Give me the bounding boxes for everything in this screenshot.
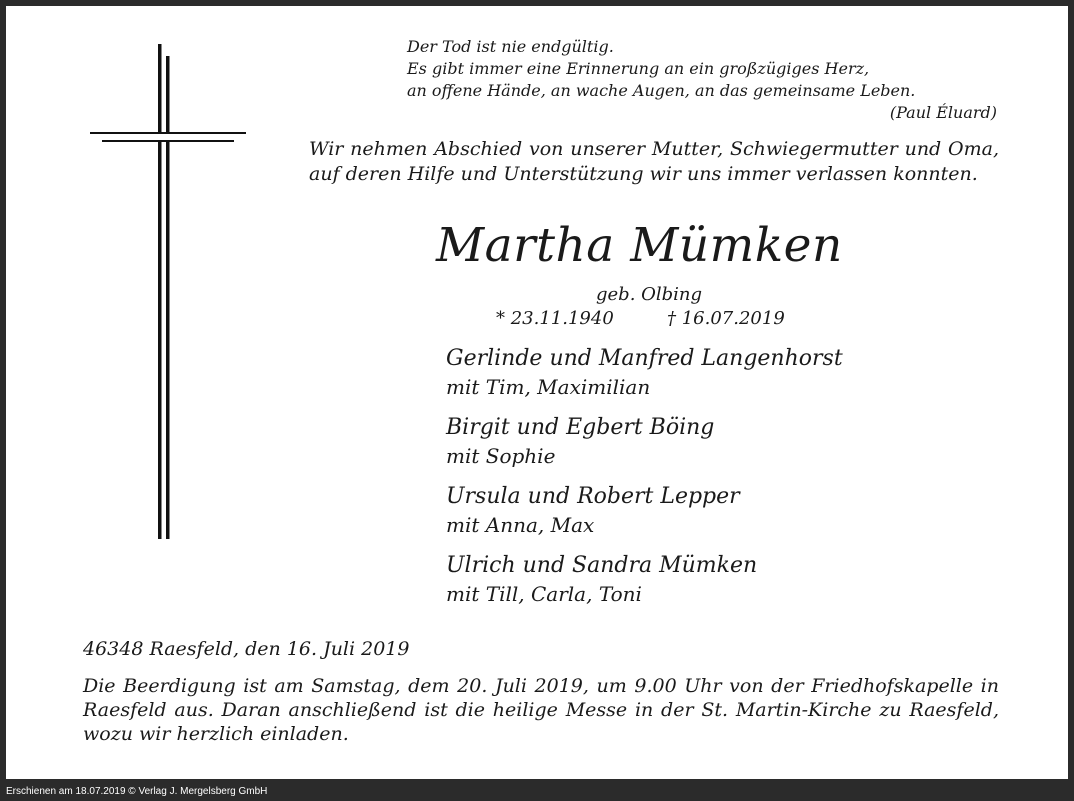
mourners-list — [446, 344, 843, 620]
death-date: † 16.07.2019 — [667, 308, 785, 329]
poem-author: (Paul Éluard) — [889, 103, 997, 122]
family-entry — [446, 344, 843, 401]
family-children: mit Sophie — [446, 444, 556, 468]
family-children: mit Till, Carla, Toni — [446, 582, 642, 606]
poem-line: an offene Hände, an wache Augen, an das gemeinsame Leben. — [407, 81, 916, 100]
family-children: mit Tim, Maximilian — [446, 375, 651, 399]
funeral-notice: Die Beerdigung ist am Samstag, dem 20. Juli 2019, um 9.00 Uhr von der Friedhofskapelle in Raesfeld aus. Daran anschließend ist die heilige Messe in der St. Martin-Kirche zu Raesfeld, wozu wir herzlich einladen. — [83, 675, 999, 745]
poem — [407, 36, 997, 124]
family-names: Gerlinde und Manfred Langenhorst — [446, 346, 843, 371]
family-names: Ulrich und Sandra Mümken — [446, 553, 758, 578]
obituary-card — [6, 6, 1068, 779]
birth-date: * 23.11.1940 — [496, 308, 614, 329]
family-children: mit Anna, Max — [446, 513, 595, 537]
place-date: 46348 Raesfeld, den 16. Juli 2019 — [83, 638, 410, 660]
poem-line: Es gibt immer eine Erinnerung an ein großzügiges Herz, — [407, 59, 870, 78]
cross-icon — [90, 44, 250, 544]
deceased-name: Martha Mümken — [436, 218, 843, 273]
family-entry — [446, 413, 843, 470]
publication-footer: Erschienen am 18.07.2019 © Verlag J. Mergelsberg GmbH — [6, 786, 268, 797]
intro-text: Wir nehmen Abschied von unserer Mutter, Schwiegermutter und Oma, auf deren Hilfe und Unterstützung wir uns immer verlassen konnten. — [309, 138, 999, 185]
family-entry — [446, 551, 843, 608]
family-names: Ursula und Robert Lepper — [446, 484, 740, 509]
family-entry — [446, 482, 843, 539]
poem-line: Der Tod ist nie endgültig. — [407, 37, 614, 56]
family-names: Birgit und Egbert Böing — [446, 415, 715, 440]
maiden-name: geb. Olbing — [596, 284, 703, 305]
